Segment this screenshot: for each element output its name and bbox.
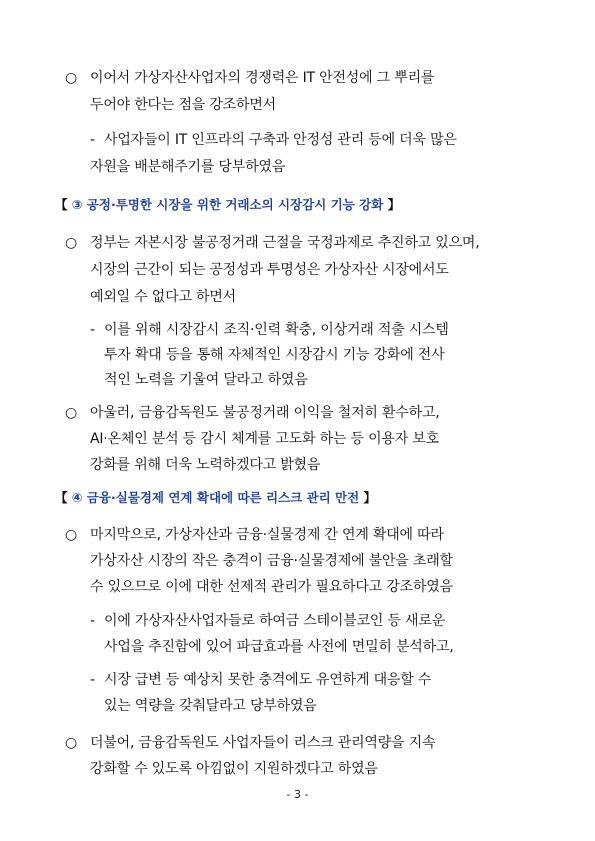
section-4-title: ④ 금융·실물경제 연계 확대에 따른 리스크 관리 만전: [71, 490, 360, 505]
paragraph-3-line-1: 정부는 자본시장 불공정거래 근절을 국정과제로 추진하고 있으며,: [90, 235, 480, 251]
paragraph-9-line-1: 더불어, 금융감독원도 사업자들이 리스크 관리역량을 지속: [90, 735, 436, 751]
paragraph-6-line-2: 가상자산 시장의 작은 충격이 금융·실물경제에 불안을 초래할: [90, 553, 453, 569]
section-4-close-bracket: 】: [363, 490, 377, 505]
circle-bullet: ○: [65, 235, 78, 251]
section-3-open-bracket: 【: [55, 197, 68, 212]
paragraph-3-line-3: 예외일 수 없다고 하면서: [90, 289, 236, 305]
paragraph-5-line-2: AI·온체인 분석 등 감시 체계를 고도화 하는 등 이용자 보호: [90, 431, 439, 447]
paragraph-1-line-2: 두어야 한다는 점을 강조하면서: [90, 97, 276, 113]
paragraph-2-line-1: 사업자들이 IT 인프라의 구축과 안정성 관리 등에 더욱 많은: [104, 132, 457, 148]
dash-bullet: -: [90, 322, 96, 338]
circle-bullet: ○: [65, 70, 78, 86]
paragraph-8-line-2: 있는 역량을 갖춰달라고 당부하였음: [104, 698, 317, 714]
dash-bullet: -: [90, 613, 96, 629]
circle-bullet: ○: [65, 527, 78, 543]
paragraph-4-line-3: 적인 노력을 기울여 달라고 하였음: [104, 372, 308, 388]
paragraph-9-line-2: 강화할 수 있도록 아낌없이 지원하겠다고 하였음: [90, 761, 378, 777]
section-3-title: ③ 공정·투명한 시장을 위한 거래소의 시장감시 기능 강화: [71, 197, 384, 212]
circle-bullet: ○: [65, 405, 78, 421]
paragraph-1-line-1: 이어서 가상자산사업자의 경쟁력은 IT 안전성에 그 뿌리를: [90, 70, 435, 86]
paragraph-7-line-2: 사업을 추진함에 있어 파급효과를 사전에 면밀히 분석하고,: [104, 639, 454, 655]
circle-bullet: ○: [65, 735, 78, 751]
section-4-open-bracket: 【: [55, 490, 68, 505]
paragraph-5-line-1: 아울러, 금융감독원도 불공정거래 이익을 철저히 환수하고,: [90, 405, 440, 421]
paragraph-5-line-3: 강화를 위해 더욱 노력하겠다고 밝혔음: [90, 457, 321, 473]
paragraph-2-line-2: 자원을 배분해주기를 당부하였음: [90, 159, 286, 175]
paragraph-3-line-2: 시장의 근간이 되는 공정성과 투명성은 가상자산 시장에서도: [90, 262, 449, 278]
paragraph-4-line-1: 이를 위해 시장감시 조직·인력 확충, 이상거래 적출 시스템: [104, 322, 449, 338]
page-number: - 3 -: [286, 788, 309, 801]
paragraph-6-line-3: 수 있으므로 이에 대한 선제적 관리가 필요하다고 강조하였음: [90, 579, 453, 595]
paragraph-8-line-1: 시장 급변 등 예상치 못한 충격에도 유연하게 대응할 수: [104, 672, 432, 688]
dash-bullet: -: [90, 672, 96, 688]
section-3-close-bracket: 】: [387, 197, 401, 212]
paragraph-7-line-1: 이에 가상자산사업자들로 하여금 스테이블코인 등 새로운: [104, 613, 446, 629]
section-4-heading: [55, 489, 376, 507]
paragraph-6-line-1: 마지막으로, 가상자산과 금융·실물경제 간 연계 확대에 따라: [90, 527, 444, 543]
paragraph-4-line-2: 투자 확대 등을 통해 자체적인 시장감시 기능 강화에 전사: [104, 347, 445, 363]
dash-bullet: -: [90, 132, 96, 148]
section-3-heading: [55, 196, 400, 214]
